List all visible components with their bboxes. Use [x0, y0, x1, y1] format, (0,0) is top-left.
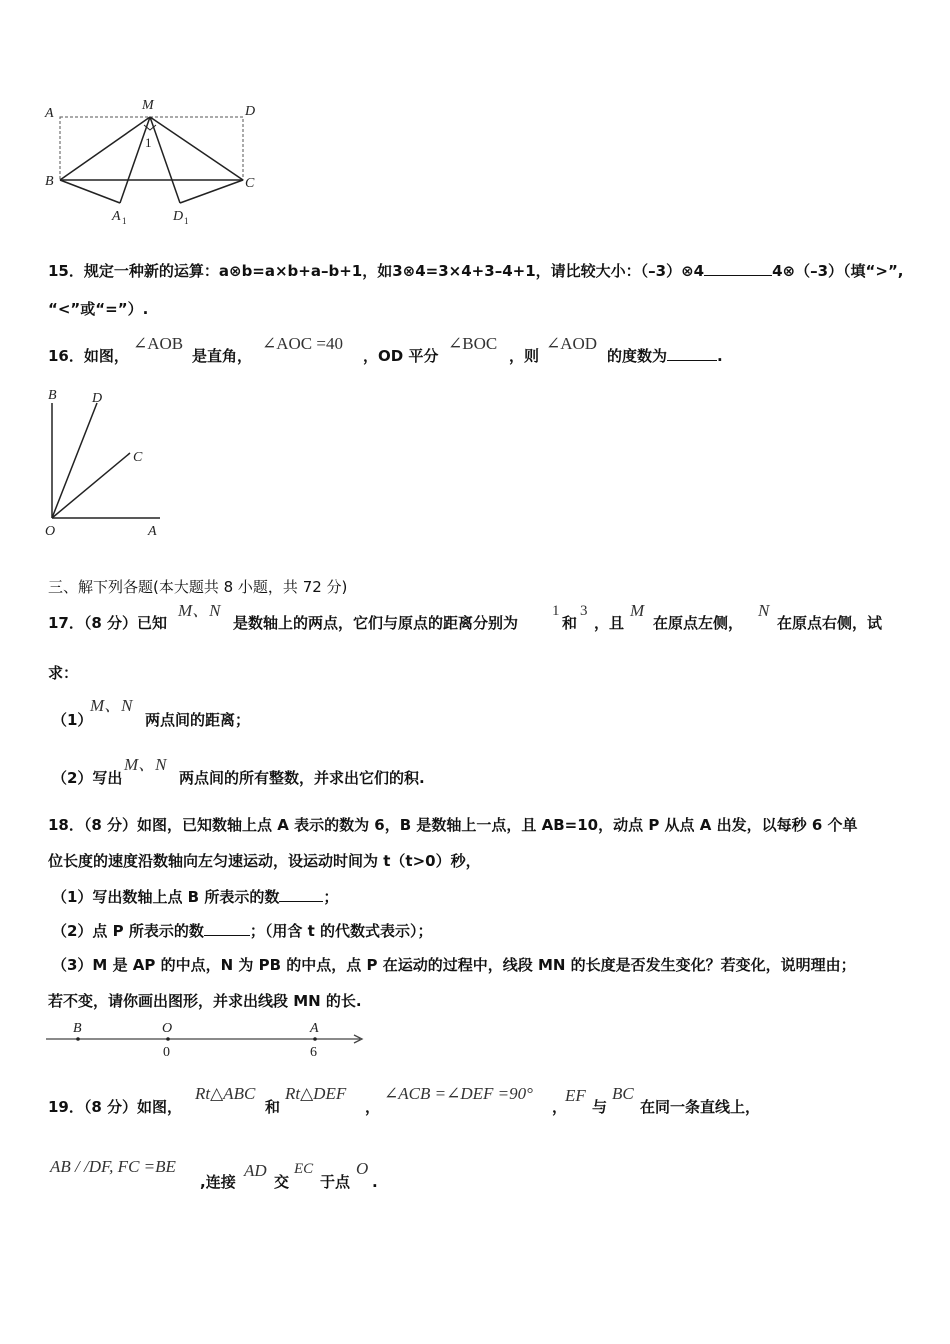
q19-prefix: 19．（8 分）如图，: [48, 1098, 183, 1116]
q19-angles: ∠ACB =∠DEF =90°: [384, 1084, 533, 1103]
q19-rt-def: Rt△DEF: [285, 1084, 347, 1103]
q16-end: .: [717, 347, 723, 365]
q17-n: N: [758, 601, 770, 620]
segment-d1m: [150, 117, 180, 203]
q18-p3: （3）M 是 AP 的中点，N 为 PB 的中点，点 P 在运动的过程中，线段 MN 的长度是否发生变化？若变化，说明理由；: [52, 956, 856, 974]
q17-text3: 在原点左侧，: [653, 614, 744, 632]
q15-text-end: 4⊗（–3）（填“>”,: [772, 262, 904, 280]
numline-label-b: B: [73, 1021, 82, 1036]
q16-prefix: 16．如图，: [48, 347, 129, 365]
q15-line2: “<”或“=”）.: [48, 300, 149, 318]
q17-p2-label: （2）写出: [52, 769, 123, 787]
q19-ef: EF: [565, 1086, 586, 1105]
q19-jiao: 交: [274, 1173, 290, 1191]
ray-od: [52, 403, 97, 518]
q19-comma2: ，: [552, 1098, 568, 1116]
q16-text1: 是直角，: [192, 347, 253, 365]
q18-p2-end: ；（用含 t 的代数式表示）；: [249, 922, 433, 940]
label-c2: C: [133, 450, 143, 465]
q17-p2-mn: M、N: [124, 755, 167, 774]
q18-p2-blank: [204, 935, 250, 936]
q17-p1-mn: M、N: [90, 696, 133, 715]
numline-label-a: A: [310, 1021, 319, 1036]
segment-bm: [60, 117, 150, 180]
q17-m: M: [630, 601, 645, 620]
q16-blank: [667, 360, 717, 361]
q19-he: 和: [265, 1098, 281, 1116]
figure-angle-aob: [40, 385, 180, 545]
label-a1: A: [112, 209, 121, 224]
point-a: [313, 1037, 317, 1041]
q19-text1: 在同一条直线上，: [640, 1098, 761, 1116]
q16-text4: [607, 347, 723, 365]
q19-end: .: [372, 1173, 378, 1191]
q19-bc: BC: [612, 1084, 634, 1103]
q17-mn: M、N: [178, 601, 221, 620]
label-a1-sub: 1: [122, 216, 127, 226]
q17-he: 和: [562, 614, 578, 632]
q16-angle-aob: ∠AOB: [133, 334, 184, 353]
label-d1: D: [173, 209, 184, 224]
q18-p4: 若不变，请你画出图形，并求出线段 MN 的长.: [48, 992, 362, 1010]
point-b: [76, 1037, 80, 1041]
q19-ec: EC: [294, 1161, 314, 1177]
q18-p1-blank: [279, 901, 323, 902]
q18-p2-text: （2）点 P 所表示的数: [52, 922, 204, 940]
label-b2: B: [48, 388, 57, 403]
q17-text1: 是数轴上的两点，它们与原点的距离分别为: [233, 614, 519, 632]
q19-ad: AD: [244, 1161, 267, 1180]
segment-ba1: [60, 180, 120, 203]
q19-o: O: [356, 1159, 369, 1178]
q19-text2: ,连接: [200, 1173, 236, 1191]
q19-comma: ，: [365, 1098, 381, 1116]
q19-yu: 与: [592, 1098, 608, 1116]
q15-line1: [48, 262, 904, 280]
q16-text4-label: 的度数为: [607, 347, 668, 365]
label-a2: A: [148, 524, 157, 539]
q17-qiu: 求：: [48, 664, 79, 682]
q17-one: 1: [552, 603, 560, 619]
label-d2: D: [92, 391, 103, 406]
label-a: A: [45, 106, 54, 121]
q15-blank: [704, 275, 772, 276]
q19-rt-abc: Rt△ABC: [195, 1084, 256, 1103]
figure-rectangle-triangles: [40, 95, 270, 230]
q16-angle-aod: ∠AOD: [546, 334, 598, 353]
q18-p2: [52, 922, 433, 940]
q18-line2: 位长度的速度沿数轴向左匀速运动，设运动时间为 t（t>0）秒，: [48, 852, 481, 870]
number-line: [40, 1018, 370, 1063]
q15-text: 15．规定一种新的运算：a⊗b=a×b+a–b+1，如3⊗4=3×4+3–4+1，请比较大小：（–3）⊗4: [48, 262, 705, 280]
q17-prefix: 17．（8 分）已知: [48, 614, 168, 632]
segment-cd1: [180, 180, 243, 203]
label-c: C: [245, 176, 255, 191]
q17-p1-label: （1）: [52, 711, 93, 729]
q17-p2-text: 两点间的所有整数，并求出它们的积.: [179, 769, 425, 787]
ray-oc: [52, 453, 130, 518]
q17-text2: ，且: [594, 614, 625, 632]
segment-a1m: [120, 117, 150, 203]
q16-text2: ，OD 平分: [363, 347, 439, 365]
section-3-heading: 三、解下列各题(本大题共 8 小题，共 72 分): [48, 578, 348, 596]
q17-text4: 在原点右侧，试: [777, 614, 883, 632]
numline-tick-6: 6: [310, 1045, 317, 1060]
q17-p1-text: 两点间的距离；: [145, 711, 251, 729]
label-d1-sub: 1: [184, 216, 189, 226]
label-o2: O: [45, 524, 56, 539]
label-m: M: [142, 98, 154, 113]
label-angle-1: 1: [145, 135, 152, 150]
q16-text3: ，则: [509, 347, 540, 365]
q17-three: 3: [580, 603, 588, 619]
label-d: D: [245, 104, 256, 119]
point-o: [166, 1037, 170, 1041]
numline-label-o: O: [162, 1021, 173, 1036]
q16-angle-aoc: ∠AOC =40: [262, 334, 343, 353]
label-b: B: [45, 174, 54, 189]
dashed-rectangle: [60, 117, 243, 180]
numline-tick-0: 0: [163, 1045, 170, 1060]
q18-p1-text: （1）写出数轴上点 B 所表示的数: [52, 888, 280, 906]
q16-angle-boc: ∠BOC: [448, 334, 498, 353]
q19-text3: 于点: [320, 1173, 351, 1191]
q18-p1: [52, 888, 338, 906]
q18-line1: 18．（8 分）如图，已知数轴上点 A 表示的数为 6，B 是数轴上一点，且 AB=10，动点 P 从点 A 出发，以每秒 6 个单: [48, 816, 858, 834]
q19-parallel: AB / /DF, FC =BE: [50, 1157, 176, 1176]
q18-p1-end: ；: [323, 888, 339, 906]
segment-cm: [150, 117, 243, 180]
